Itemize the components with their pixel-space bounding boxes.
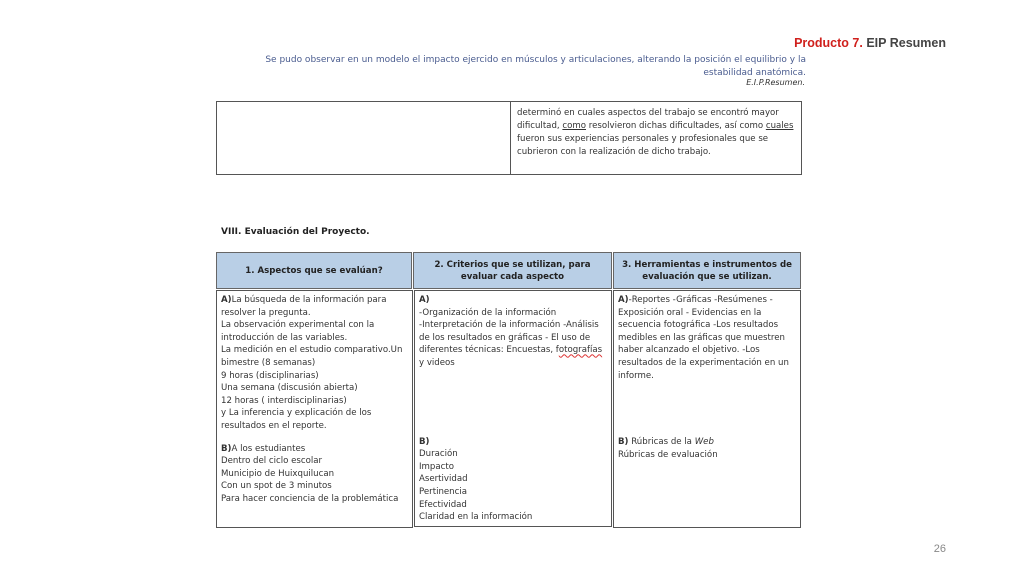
marker-a: A): [419, 295, 430, 305]
subtitle-credit: E.I.P.Resumen.: [746, 78, 805, 87]
list-item: Claridad en la información: [419, 512, 533, 523]
marker-b: B): [618, 437, 629, 448]
text-segment: determinó en cuales aspectos del trabajo se encontró mayor dificultad,: [517, 108, 779, 131]
top-table: [216, 101, 802, 175]
column-body-aspectos: [216, 290, 413, 528]
column-header-aspectos: 1. Aspectos que se evalúan?: [216, 252, 412, 289]
list-item: Duración: [419, 449, 458, 460]
list-item: Municipio de Huixquilucan: [221, 468, 335, 479]
list-item: 12 horas ( interdisciplinarias): [221, 395, 347, 406]
list-item: La medición en el estudio comparativo.Un bimestre (8 semanas): [221, 345, 403, 368]
product-label: Producto 7.: [794, 36, 863, 50]
text-segment-underlined: como: [562, 121, 586, 131]
list-item: y La inferencia y explicación de los resultados en el reporte.: [221, 408, 372, 431]
subtitle-line: estabilidad anatómica.: [703, 68, 806, 78]
list-item: Una semana (discusión abierta): [221, 383, 358, 394]
list-item: Rúbricas de evaluación: [618, 449, 718, 460]
marker-b: B): [221, 443, 232, 454]
list-item: La búsqueda de la información para resolver la pregunta.: [221, 295, 387, 318]
list-item-italic: Web: [694, 437, 714, 448]
list-item: Efectividad: [419, 499, 467, 510]
marker-b: B): [419, 436, 430, 447]
column-body-herramientas: [613, 290, 801, 528]
list-item: Rúbricas de la: [628, 437, 695, 448]
text-segment-underlined: cuales: [765, 121, 794, 131]
list-item: Pertinencia: [419, 486, 468, 497]
list-item: -Organización de la información: [419, 307, 557, 318]
slide-title: [794, 36, 946, 50]
column-header-criterios: 2. Criterios que se utilizan, para evaluar cada aspecto: [413, 252, 612, 289]
list-item: La observación experimental con la introducción de las variables.: [221, 320, 375, 343]
list-item: Dentro del ciclo escolar: [221, 456, 323, 467]
list-item: Para hacer conciencia de la problemática: [221, 493, 399, 504]
top-table-text: [517, 107, 795, 159]
list-item: y videos: [419, 357, 455, 368]
list-item: Asertividad: [419, 474, 468, 485]
section-title: VIII. Evaluación del Proyecto.: [221, 227, 370, 237]
list-item: -Interpretación de la información -Análisis de los resultados en gráficas - El uso de diferentes técnicas: Encuestas, f: [419, 320, 599, 356]
list-item: Impacto: [419, 461, 454, 472]
product-title: EIP Resumen: [866, 36, 946, 50]
list-item: A los estudiantes: [231, 443, 306, 454]
list-item: Con un spot de 3 minutos: [221, 481, 332, 492]
column-header-herramientas: 3. Herramientas e instrumentos de evaluación que se utilizan.: [613, 252, 801, 289]
page-number: 26: [933, 543, 946, 555]
marker-a: A): [221, 295, 232, 305]
text-segment: fueron sus experiencias personales y profesionales que se cubrieron con la realización de dicho trabajo.: [517, 134, 769, 157]
subtitle: [256, 54, 806, 80]
column-body-criterios: [414, 290, 612, 527]
misspelled-word: otografías: [558, 345, 603, 356]
marker-a: A): [618, 295, 629, 305]
list-item: -Reportes -Gráficas -Resúmenes -Exposición oral - Evidencias en la secuencia fotográfica -Los resultados medibles en las gráficas que muestren haber alcanzado el objetivo. -Los resultados de la experimentación en un informe.: [618, 295, 789, 381]
subtitle-line: Se pudo observar en un modelo el impacto ejercido en músculos y articulaciones, alterando la posición el equilibrio y la: [265, 55, 806, 65]
table-divider: [510, 102, 511, 174]
text-segment: resolvieron dichas dificultades, así como: [586, 121, 766, 131]
list-item: 9 horas (disciplinarias): [221, 370, 319, 381]
